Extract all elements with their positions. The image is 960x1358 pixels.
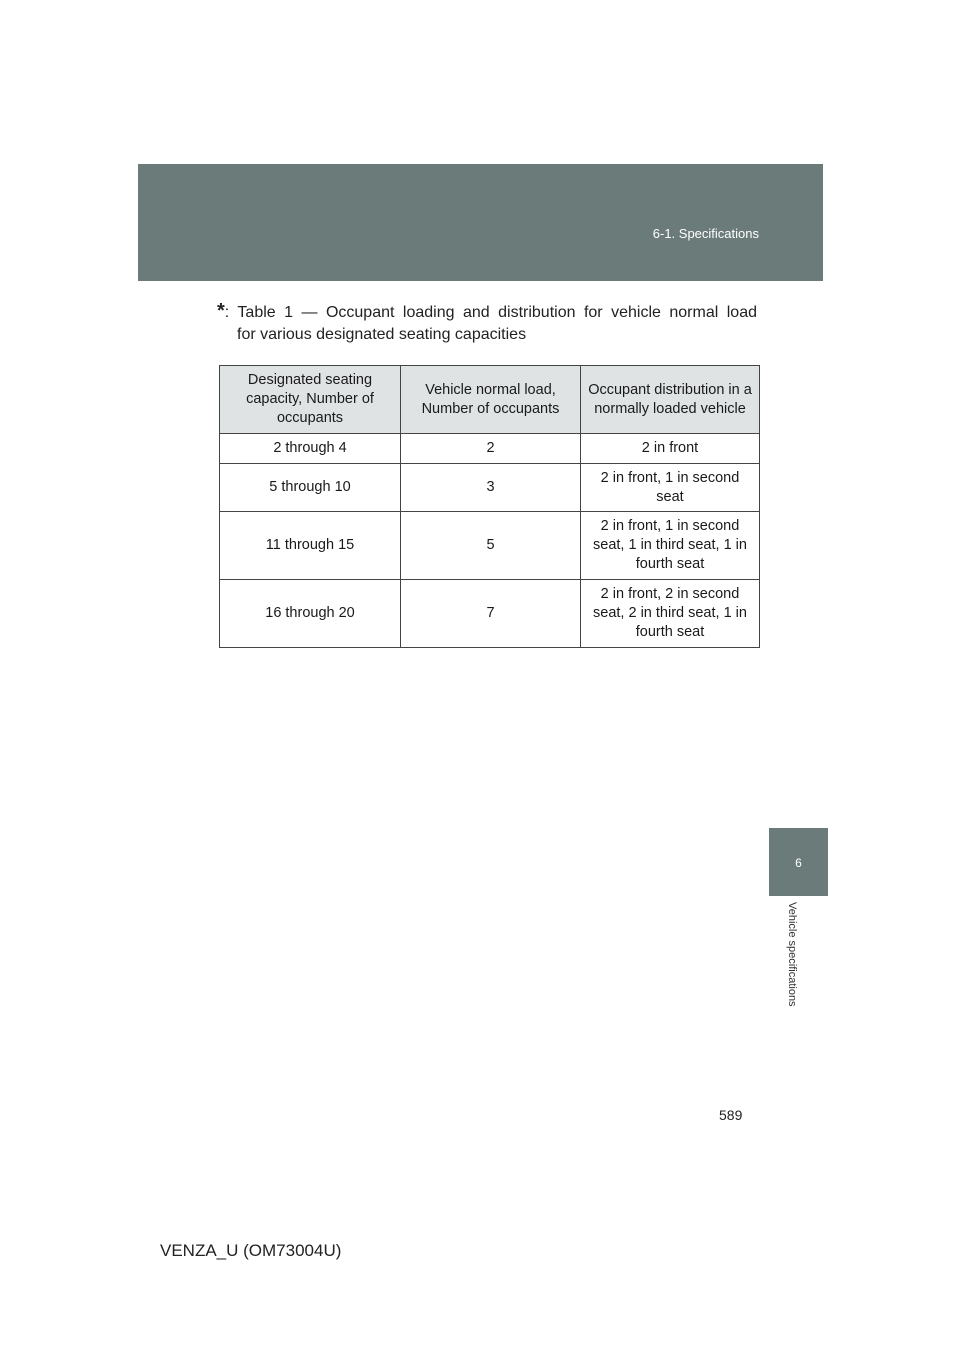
table-cell: 5 through 10 — [220, 464, 401, 512]
table-cell: 2 in front — [581, 434, 760, 464]
table-cell: 2 in front, 1 in second seat, 1 in third seat, 1 in fourth seat — [581, 512, 760, 580]
chapter-tab — [769, 828, 828, 896]
section-header-bar — [138, 164, 823, 281]
table-cell: 2 — [401, 434, 581, 464]
column-header: Vehicle normal load, Number of occupants — [401, 366, 581, 434]
table-note — [217, 300, 757, 346]
page-number: 589 — [719, 1107, 743, 1123]
table-cell: 2 in front, 1 in second seat — [581, 464, 760, 512]
table-row — [220, 512, 760, 580]
column-header: Designated seating capacity, Number of occupants — [220, 366, 401, 434]
section-title: 6-1. Specifications — [652, 226, 759, 241]
table-cell: 16 through 20 — [220, 580, 401, 648]
table-header-row — [220, 366, 760, 434]
table-cell: 2 in front, 2 in second seat, 2 in third seat, 1 in fourth seat — [581, 580, 760, 648]
table-cell: 2 through 4 — [220, 434, 401, 464]
table-row — [220, 464, 760, 512]
chapter-label: Vehicle specifications — [786, 902, 798, 1007]
table-row — [220, 434, 760, 464]
table-cell: 3 — [401, 464, 581, 512]
document-footer: VENZA_U (OM73004U) — [160, 1241, 342, 1260]
table-cell: 11 through 15 — [220, 512, 401, 580]
table-cell: 5 — [401, 512, 581, 580]
chapter-number: 6 — [795, 856, 802, 870]
table-row — [220, 580, 760, 648]
occupant-loading-table — [219, 365, 760, 648]
table-cell: 7 — [401, 580, 581, 648]
note-line-2: for various designated seating capacities — [237, 326, 527, 343]
note-text-1: : Table 1 — Occupant loading and distribution for vehicle normal load — [224, 304, 757, 321]
column-header: Occupant distribution in a normally loaded vehicle — [581, 366, 760, 434]
note-line-1 — [217, 300, 757, 324]
asterisk-marker: * — [217, 300, 225, 322]
